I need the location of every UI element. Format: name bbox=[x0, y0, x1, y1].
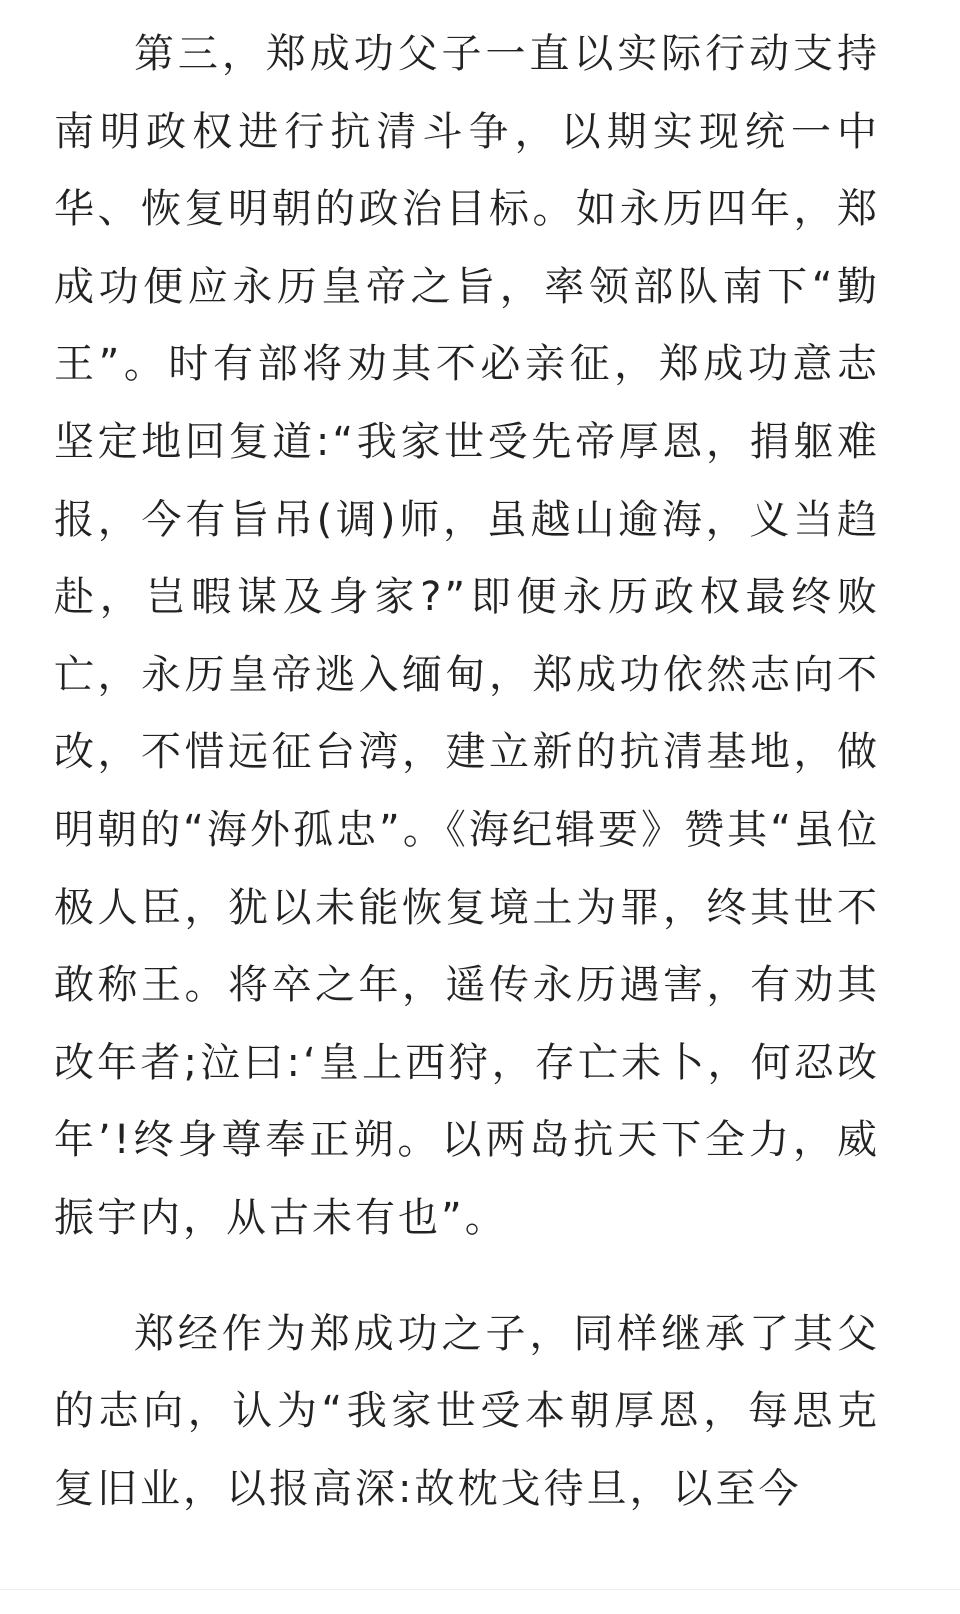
paragraph-zheng-jing: 郑经作为郑成功之子，同样继承了其父的志向，认为“我家世受本朝厚恩，每思克复旧业，以报高深:故枕戈待旦，以至今 bbox=[54, 1310, 880, 1512]
article-body bbox=[54, 16, 880, 1528]
bottom-edge bbox=[0, 1589, 960, 1614]
paragraph-zheng-chenggong: 第三，郑成功父子一直以实际行动支持南明政权进行抗清斗争，以期实现统一中华、恢复明朝的政治目标。如永历四年，郑成功便应永历皇帝之旨，率领部队南下“勤王”。时有部将劝其不必亲征，郑成功意志坚定地回复道:“我家世受先帝厚恩，捐躯难报，今有旨吊(调)师，虽越山逾海，义当趋赴，岂暇谋及身家?”即便永历政权最终败亡，永历皇帝逃入缅甸，郑成功依然志向不改，不惜远征台湾，建立新的抗清基地，做明朝的“海外孤忠”。《海纪辑要》赞其“虽位极人臣，犹以未能恢复境土为罪，终其世不敢称王。将卒之年，遥传永历遇害，有劝其改年者;泣曰:‘皇上西狩，存亡未卜，何忍改年’!终身尊奉正朔。以两岛抗天下全力，威振宇内，从古未有也”。 bbox=[54, 31, 880, 1241]
